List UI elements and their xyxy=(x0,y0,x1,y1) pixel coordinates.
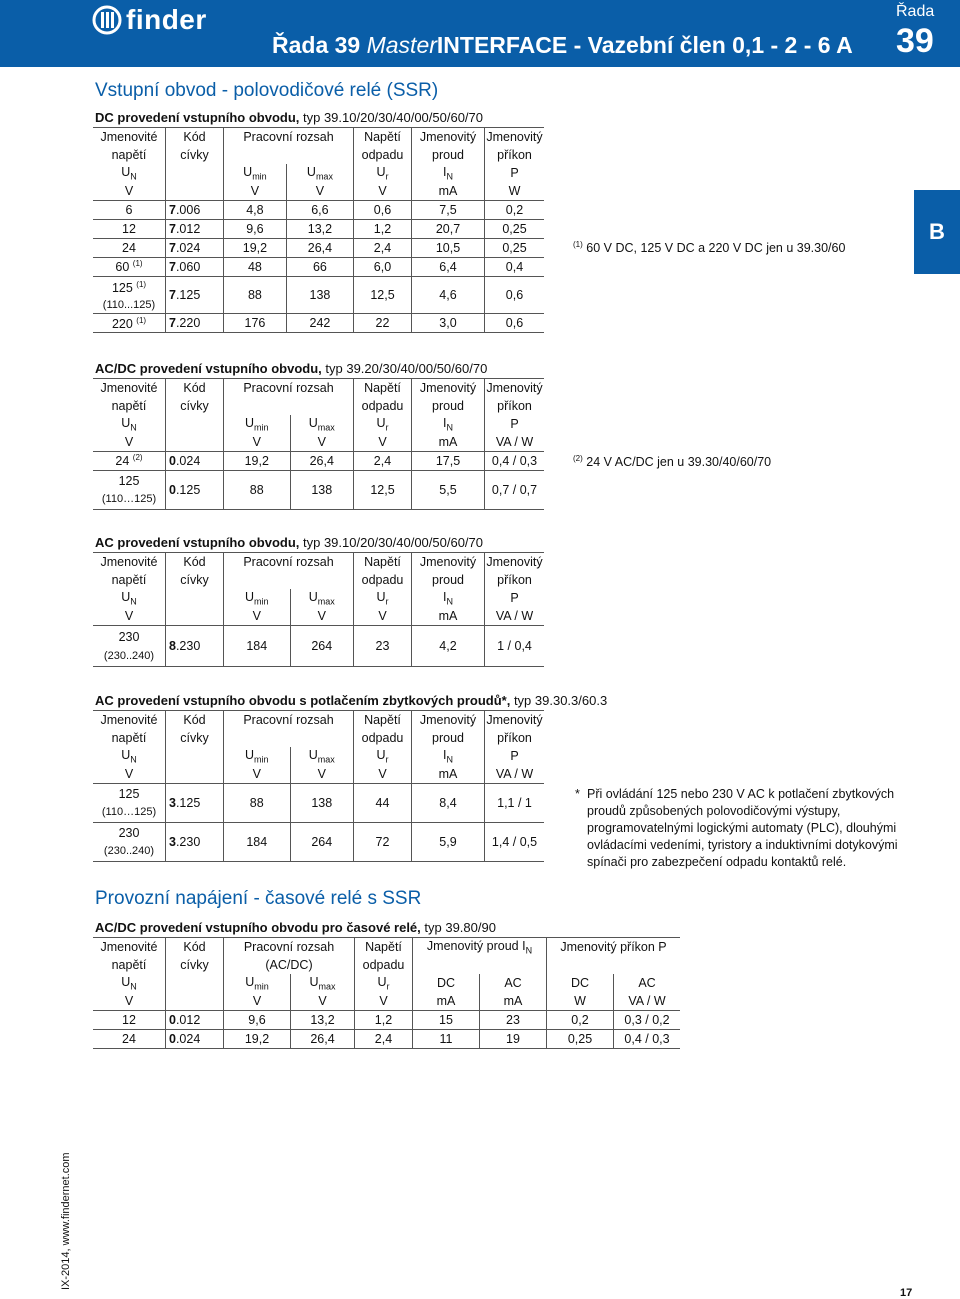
page-header xyxy=(0,0,960,67)
table-row: 230 (230..240) 8.230 184 264 23 4,2 1 / 0,4 xyxy=(93,626,544,667)
table5-caption: AC/DC provedení vstupního obvodu pro časové relé, typ 39.80/90 xyxy=(95,920,496,935)
table-row: 6 7.006 4,8 6,6 0,6 7,5 0,2 xyxy=(93,201,544,220)
section-heading-timer: Provozní napájení - časové relé s SSR xyxy=(95,888,422,909)
series-number: 39 xyxy=(896,22,934,60)
table-row: 220 $^{(1)}$ 7.220 176 242 22 3,0 0,6 xyxy=(93,314,544,333)
finder-logo xyxy=(92,4,207,36)
table-row: 125 (110…125) 0.125 88 138 12,5 5,5 0,7 / 0,7 xyxy=(93,471,544,510)
section-tab: B xyxy=(914,190,960,274)
table2-footnote: $^{(2)}$ 24 V AC/DC jen u 39.30/40/60/70 xyxy=(573,454,772,470)
brand-name: finder xyxy=(126,4,207,35)
table-row: 24 0.024 19,2 26,4 2,4 11 19 0,25 0,4 / 0,3 xyxy=(93,1030,680,1049)
section-heading-input: Vstupní obvod - polovodičové relé (SSR) xyxy=(95,80,439,101)
table-row: 12 0.012 9,6 13,2 1,2 15 23 0,2 0,3 / 0,2 xyxy=(93,1011,680,1030)
residual-current-footnote: * Při ovládání 125 nebo 230 V AC k potlačení zbytkových proudů způsobených polovodičovými výstupy, programovatelnými logickými automaty (PLC), dlouhými ovládacími vedeními, tyristory a induktivními dotykovými spínači pro zabezpečení odpadu kontaktů relé. xyxy=(575,787,898,869)
table-acdc-input: Jmenovité Kód Pracovní rozsah Napětí Jmenovitý Jmenovitý napětí cívky odpadu proud příkon $U_N$ $U_{min}$ $U_{max}$ $U_r$ $I_N$ P V V V V mA VA / W 24 $^{(2)}$ 0.024 19,2 26,4 2,4 17,5 0,4 / 0,3 125 (110…125) 0.125 88 138 12,5 5,5 0,7 / 0,7 xyxy=(93,378,544,510)
page-number: 17 xyxy=(900,1287,913,1299)
table-row: 125 $^{(1)}$ (110...125) 7.125 88 138 12,5 4,6 0,6 xyxy=(93,277,544,314)
table-row: 24 7.024 19,2 26,4 2,4 10,5 0,25 xyxy=(93,239,544,258)
table4-caption: AC provedení vstupního obvodu s potlačením zbytkových proudů*, typ 39.30.3/60.3 xyxy=(95,693,608,708)
table-row: 24 $^{(2)}$ 0.024 19,2 26,4 2,4 17,5 0,4 / 0,3 xyxy=(93,452,544,471)
table2-caption: AC/DC provedení vstupního obvodu, typ 39.20/30/40/00/50/60/70 xyxy=(95,361,488,376)
table3-caption: AC provedení vstupního obvodu, typ 39.10/20/30/40/00/50/60/70 xyxy=(95,535,483,550)
table-row: 230 (230..240) 3.230 184 264 72 5,9 1,4 / 0,5 xyxy=(93,823,544,862)
footer-side-text: IX-2014, www.findernet.com xyxy=(60,1152,72,1290)
table-ac-input: Jmenovité Kód Pracovní rozsah Napětí Jmenovitý Jmenovitý napětí cívky odpadu proud příkon $U_N$ $U_{min}$ $U_{max}$ $U_r$ $I_N$ P V V V V mA VA / W 230 (230..240) 8.230 184 264 23 4,2 1 / 0,4 xyxy=(93,552,544,667)
table-dc-input: Jmenovité Kód Pracovní rozsah Napětí Jmenovitý Jmenovitý napětí cívky odpadu proud příkon $U_N$ $U_{min}$ $U_{max}$ $U_r$ $I_N$ P V V V V mA W 6 7.006 4,8 6,6 0,6 7,5 0,2 12 7.012 9,6 13,2 1,2 20,7 0,25 24 7.024 19,2 26,4 2,4 10,5 0,25 60 $^{(1)}$ 7.060 48 66 6,0 6,4 0,4 125 $^{(1)}$ (110...125) 7.125 88 138 12,5 4,6 0,6 220 $^{(1)}$ 7.220 176 242 22 3,0 0,6 xyxy=(93,127,544,333)
table-ac-residual: Jmenovité Kód Pracovní rozsah Napětí Jmenovitý Jmenovitý napětí cívky odpadu proud příkon $U_N$ $U_{min}$ $U_{max}$ $U_r$ $I_N$ P V V V V mA VA / W 125 (110…125) 3.125 88 138 44 8,4 1,1 / 1 230 (230..240) 3.230 184 264 72 5,9 1,4 / 0,5 xyxy=(93,710,544,862)
page-title: Řada 39 MasterINTERFACE - Vazební člen 0,1 - 2 - 6 A xyxy=(272,32,853,58)
table-row: 125 (110…125) 3.125 88 138 44 8,4 1,1 / 1 xyxy=(93,784,544,823)
table1-caption: DC provedení vstupního obvodu, typ 39.10/20/30/40/00/50/60/70 xyxy=(95,110,483,125)
series-label: Řada xyxy=(896,3,935,20)
table-timer-supply: Jmenovité Kód Pracovní rozsah Napětí Jmenovitý proud $I_N$ Jmenovitý příkon P napětí cívky (AC/DC) odpadu $U_N$ $U_{min}$ $U_{max}$ $U_r$ DC AC DC AC V V V V mA mA W VA / W 12 0.012 9,6 13,2 1,2 15 23 0,2 0,3 / 0,2 24 0.024 19,2 26,4 2,4 11 19 0,25 0,4 / 0,3 xyxy=(93,937,680,1049)
finder-logo-icon xyxy=(92,5,122,35)
table-row: 60 $^{(1)}$ 7.060 48 66 6,0 6,4 0,4 xyxy=(93,258,544,277)
table1-footnote: $^{(1)}$ 60 V DC, 125 V DC a 220 V DC jen u 39.30/60 xyxy=(573,240,846,256)
table-row: 12 7.012 9,6 13,2 1,2 20,7 0,25 xyxy=(93,220,544,239)
